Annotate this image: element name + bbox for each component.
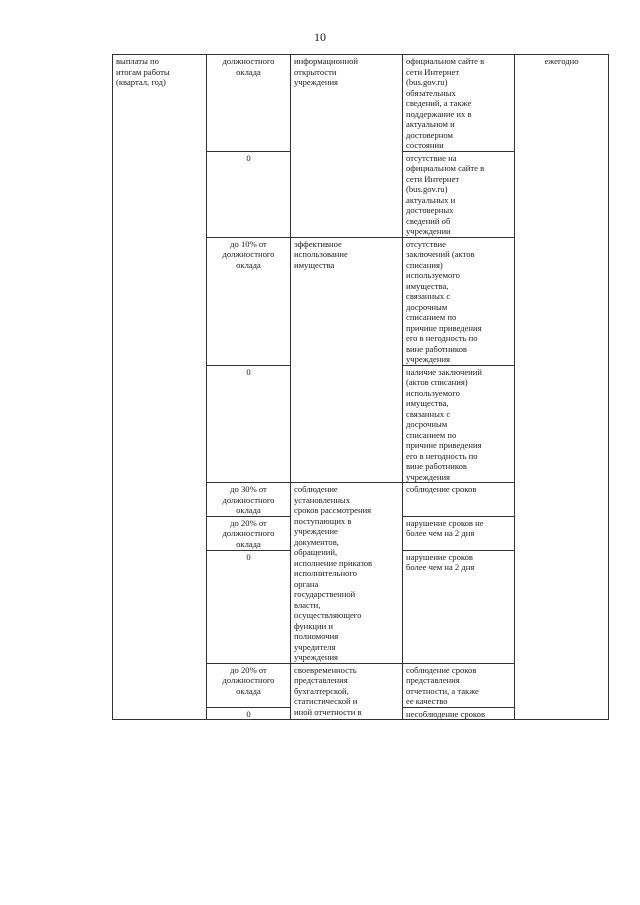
criterion-cell: информационной открытости учреждения: [291, 55, 403, 238]
condition-cell: отсутствие на официальном сайте в сети Интернет (bus.gov.ru) актуальных и достоверных сведений об учреждении: [403, 151, 515, 237]
period-cell: ежегодно: [515, 55, 609, 720]
payments-criteria-table: [112, 54, 609, 720]
amount-cell: должностного оклада: [207, 55, 291, 152]
condition-cell: отсутствие заключений (актов списания) используемого имущества, связанных с досрочным списанием по причине приведения его в негодность по вине работников учреждения: [403, 237, 515, 365]
amount-cell: до 20% от должностного оклада: [207, 516, 291, 550]
amount-cell: до 10% от должностного оклада: [207, 237, 291, 365]
condition-cell: официальном сайте в сети Интернет (bus.gov.ru) обязательных сведений, а также поддержание их в актуальном и достоверном состоянии: [403, 55, 515, 152]
condition-cell: нарушение сроков не более чем на 2 дня: [403, 516, 515, 550]
amount-cell: до 30% от должностного оклада: [207, 483, 291, 517]
criterion-cell: соблюдение установленных сроков рассмотрения поступающих в учреждение документов, обращений, исполнение приказов исполнительного органа государственной власти, осуществляющего функции и полномочия учредителя учреждения: [291, 483, 403, 664]
payment-type-cell: выплаты по итогам работы (квартал, год): [113, 55, 207, 720]
condition-cell: нарушение сроков более чем на 2 дня: [403, 550, 515, 663]
amount-cell: до 20% от должностного оклада: [207, 663, 291, 707]
amount-cell: 0: [207, 707, 291, 720]
amount-cell: 0: [207, 365, 291, 483]
table-row: [113, 55, 609, 152]
amount-cell: 0: [207, 550, 291, 663]
condition-cell: наличие заключений (актов списания) используемого имущества, связанных с досрочным списанием по причине приведения его в негодность по вине работников учреждения: [403, 365, 515, 483]
page-number: 10: [314, 30, 326, 44]
criterion-cell: своевременность представления бухгалтерской, статистической и иной отчетности в: [291, 663, 403, 720]
criterion-cell: эффективное использование имущества: [291, 237, 403, 483]
condition-cell: соблюдение сроков представления отчетности, а также ее качество: [403, 663, 515, 707]
amount-cell: 0: [207, 151, 291, 237]
condition-cell: несоблюдение сроков: [403, 707, 515, 720]
condition-cell: соблюдение сроков: [403, 483, 515, 517]
